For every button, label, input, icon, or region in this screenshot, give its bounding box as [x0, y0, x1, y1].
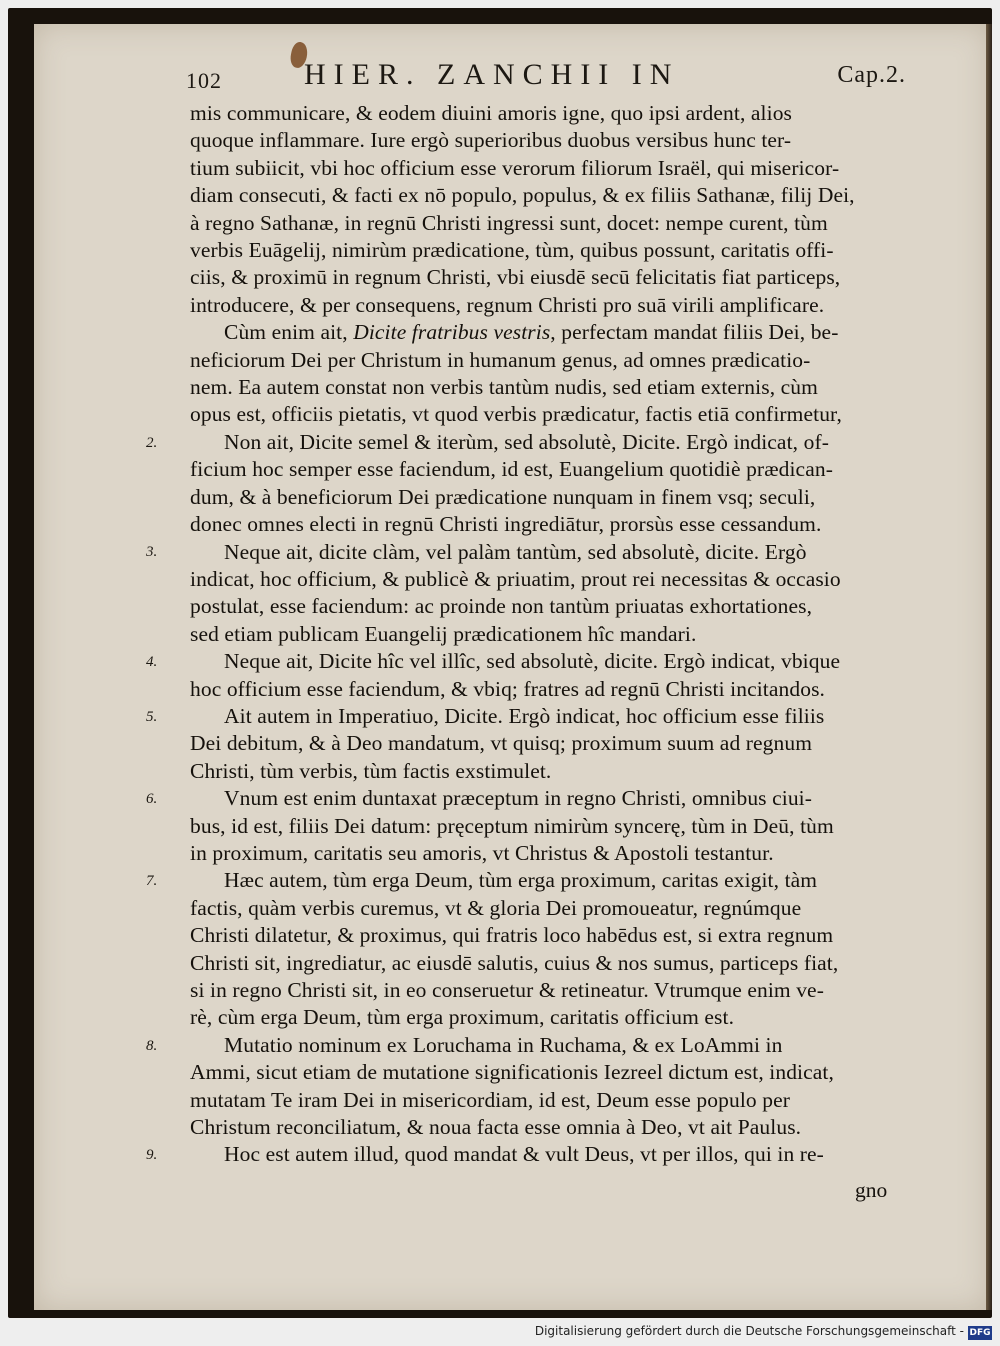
text-line: Dei debitum, & à Deo mandatum, vt quisq; proximum suum ad regnum [190, 731, 813, 756]
dfg-logo: DFG [969, 1328, 991, 1338]
text-line: nem. Ea autem constat non verbis tantùm nudis, sed etiam externis, cùm [190, 375, 818, 400]
text-line: donec omnes electi in regnū Christi ingrediātur, prorsùs esse cessandum. [190, 512, 822, 537]
text-line: tium subiicit, vbi hoc officium esse verorum filiorum Israël, qui misericor- [190, 155, 840, 180]
running-title: HIER. ZANCHII IN [304, 58, 680, 91]
text-line: Christum reconciliatum, & noua facta esse omnia à Deo, vt ait Paulus. [190, 1115, 802, 1140]
text-line: Christi sit, ingrediatur, ac eiusdē salutis, cuius & nos sumus, particeps fiat, [190, 950, 839, 975]
text-line: sed etiam publicam Euangelij prædicationem hîc mandari. [190, 621, 697, 646]
paragraph [190, 785, 900, 867]
paragraph [190, 648, 900, 703]
text-line: Vnum est enim duntaxat præceptum in regno Christi, omnibus ciui- [224, 786, 813, 811]
page-number: 102 [186, 68, 222, 93]
text-line: Ammi, sicut etiam de mutatione significationis Iezreel dictum est, indicat, [190, 1060, 834, 1085]
paragraph [190, 1141, 900, 1168]
margin-number: 6. [146, 791, 158, 807]
main-text [190, 100, 900, 1169]
text-line: verbis Euāgelij, nimirùm prædicatione, tùm, quibus possunt, caritatis offi- [190, 238, 834, 263]
text-line: quoque inflammare. Iure ergò superioribus duobus versibus hunc ter- [190, 128, 792, 153]
text-line: indicat, hoc officium, & publicè & priuatim, prout rei necessitas & occasio [190, 566, 841, 591]
text-line: hoc officium esse faciendum, & vbiq; fratres ad regnū Christi incitandos. [190, 676, 826, 701]
text-line: neficiorum Dei per Christum in humanum genus, ad omnes prædicatio- [190, 347, 811, 372]
text-line: Christi, tùm verbis, tùm factis exstimulet. [190, 758, 552, 783]
text-line: introducere, & per consequens, regnum Christi pro suā virili amplificare. [190, 292, 825, 317]
text-line: Mutatio nominum ex Loruchama in Ruchama, & ex LoAmmi in [224, 1032, 783, 1057]
paragraph [190, 867, 900, 1031]
paragraph [190, 1032, 900, 1142]
text-line: Christi dilatetur, & proximus, qui fratris loco habēdus est, si extra regnum [190, 923, 834, 948]
text-line: postulat, esse faciendum: ac proinde non tantùm priuatas exhortationes, [190, 594, 813, 619]
text-line: Neque ait, Dicite hîc vel illîc, sed absolutè, dicite. Ergò indicat, vbique [224, 649, 841, 674]
paragraph [190, 703, 900, 785]
paragraph [190, 319, 900, 429]
text-line: Hæc autem, tùm erga Deum, tùm erga proximum, caritas exigit, tàm [224, 868, 818, 893]
text-line: diam consecuti, & facti ex nō populo, populus, & ex filiis Sathanæ, filij Dei, [190, 183, 855, 208]
text-line: à regno Sathanæ, in regnū Christi ingressi sunt, docet: nempe curent, tùm [190, 210, 828, 235]
text-line: Ait autem in Imperatiuo, Dicite. Ergò indicat, hoc officium esse filiis [224, 703, 825, 728]
paragraph [190, 100, 900, 319]
paragraph [190, 429, 900, 539]
chapter-label: Cap.2. [837, 62, 906, 88]
text-line: si in regno Christi sit, in eo conseruetur & retineatur. Vtrumque enim ve- [190, 978, 824, 1002]
running-head [186, 58, 906, 98]
catchword: gno [855, 1178, 888, 1202]
margin-number: 3. [146, 544, 158, 561]
margin-number: 5. [146, 708, 158, 725]
text-line: Neque ait, dicite clàm, vel palàm tantùm, sed absolutè, dicite. Ergò [224, 539, 807, 564]
italic-quotation: Dicite fratribus vestris [353, 320, 551, 345]
margin-number: 7. [146, 873, 158, 890]
text-line: ciis, & proximū in regnum Christi, vbi eiusdē secū felicitatis fiat particeps, [190, 265, 841, 290]
text-line: Hoc est autem illud, quod mandat & vult Deus, vt per illos, qui in re- [224, 1142, 824, 1167]
text-line: Non ait, Dicite semel & iterùm, sed absolutè, Dicite. Ergò indicat, of- [224, 429, 829, 454]
text-line: opus est, officiis pietatis, vt quod verbis prædicatur, factis etiā confirmetur, [190, 402, 842, 427]
text-line: dum, & à beneficiorum Dei prædicatione nunquam in finem vsq; seculi, [190, 484, 816, 509]
margin-number: 9. [146, 1147, 158, 1164]
margin-number: 8. [146, 1037, 158, 1054]
text-line: mis communicare, & eodem diuini amoris igne, quo ipsi ardent, alios [190, 101, 793, 125]
text-line: in proximum, caritatis seu amoris, vt Christus & Apostoli testantur. [190, 840, 774, 865]
text-line: ficium hoc semper esse faciendum, id est, Euangelium quotidiè prædican- [190, 457, 833, 482]
text-line: factis, quàm verbis curemus, vt & gloria Dei promoueatur, regnúmque [190, 895, 802, 920]
text-line: bus, id est, filiis Dei datum: pręceptum nimirùm syncerę, tùm in Deū, tùm [190, 813, 834, 838]
paragraph [190, 539, 900, 649]
margin-number: 4. [146, 654, 158, 670]
text-line: rè, cùm erga Deum, tùm erga proximum, caritatis officium est. [190, 1005, 735, 1030]
text-line: Cùm enim ait, Dicite fratribus vestris, perfectam mandat filiis Dei, be- [224, 320, 839, 345]
digitization-credit: Digitalisierung gefördert durch die Deutsche Forschungsgemeinschaft - [534, 1324, 964, 1338]
page-edge [986, 24, 992, 1310]
text-line: mutatam Te iram Dei in misericordiam, id est, Deum esse populo per [190, 1087, 790, 1112]
margin-number: 2. [146, 434, 158, 451]
